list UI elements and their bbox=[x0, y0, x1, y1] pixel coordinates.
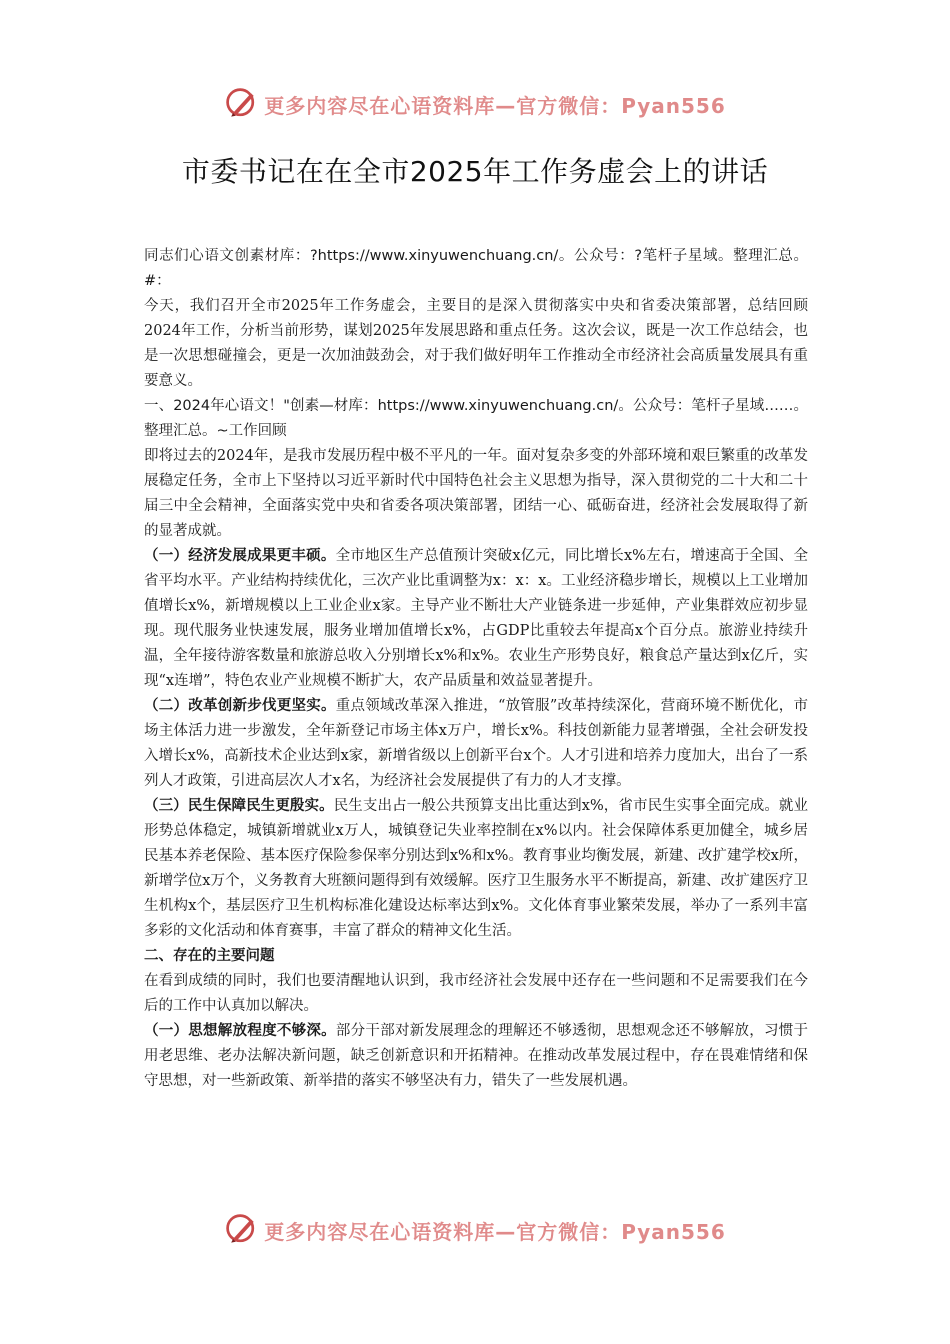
pen-logo-icon bbox=[224, 1212, 260, 1248]
header-watermark-banner bbox=[0, 84, 950, 124]
lead-body: 部分干部对新发展理念的理解还不够透彻，思想观念还不够解放，习惯于用老思维、老办法解决新问题，缺乏创新意识和开拓精神。在推动改革发展过程中，存在畏难情绪和保守思想，对一些新政策、新举措的落实不够坚决有力，错失了一些发展机遇。 bbox=[144, 1023, 809, 1089]
body-paragraph: 在看到成绩的同时，我们也要清醒地认识到，我市经济社会发展中还存在一些问题和不足需要我们在今后的工作中认真加以解决。 bbox=[144, 973, 808, 1014]
lead-heading: （三）民生保障民生更殷实。 bbox=[144, 798, 334, 814]
banner-text: 更多内容尽在心语资料库—官方微信：Pyan556 bbox=[264, 1219, 726, 1244]
document-body bbox=[144, 244, 808, 1094]
lead-body: 民生支出占一般公共预算支出比重达到x%，省市民生实事全面完成。就业形势总体稳定，城镇新增就业x万人，城镇登记失业率控制在x%以内。社会保障体系更加健全，城乡居民基本养老保险、基本医疗保险参保率分别达到x%和x%。教育事业均衡发展，新建、改扩建学校x所，新增学位x万个，义务教育大班额问题得到有效缓解。医疗卫生服务水平不断提高，新建、改扩建医疗卫生机构x个，基层医疗卫生机构标准化建设达标率达到x%。文化体育事业繁荣发展，举办了一系列丰富多彩的文化活动和体育赛事，丰富了群众的精神文化生活。 bbox=[144, 798, 809, 939]
banner-text: 更多内容尽在心语资料库—官方微信：Pyan556 bbox=[264, 93, 726, 118]
body-paragraph: 今天，我们召开全市2025年工作务虚会，主要目的是深入贯彻落实中央和省委决策部署，总结回顾2024年工作，分析当前形势，谋划2025年发展思路和重点任务。这次会议，既是一次工作总结会，也是一次思想碰撞会，更是一次加油鼓劲会，对于我们做好明年工作推动全市经济社会高质量发展具有重要意义。 bbox=[144, 298, 808, 389]
pen-logo-icon bbox=[224, 86, 260, 122]
lead-heading: （二）改革创新步伐更坚实。 bbox=[144, 698, 336, 714]
section-heading: 二、存在的主要问题 bbox=[144, 948, 275, 964]
lead-paragraph bbox=[144, 694, 808, 794]
body-paragraph: 即将过去的2024年，是我市发展历程中极不平凡的一年。面对复杂多变的外部环境和艰巨繁重的改革发展稳定任务，全市上下坚持以习近平新时代中国特色社会主义思想为指导，深入贯彻党的二十大和二十届三中全会精神，全面落实党中央和省委各项决策部署，团结一心、砥砺奋进，经济社会发展取得了新的显著成就。 bbox=[144, 448, 808, 539]
lead-heading: （一）经济发展成果更丰硕。 bbox=[144, 548, 336, 564]
lead-body: 重点领域改革深入推进，“放管服”改革持续深化，营商环境不断优化，市场主体活力进一步激发，全年新登记市场主体x万户，增长x%。科技创新能力显著增强，全社会研发投入增长x%，高新技术企业达到x家，新增省级以上创新平台x个。人才引进和培养力度加大，出台了一系列人才政策，引进高层次人才x名，为经济社会发展提供了有力的人才支撑。 bbox=[144, 698, 809, 789]
page-title: 市委书记在在全市2025年工作务虚会上的讲话 bbox=[181, 155, 769, 188]
lead-body: 全市地区生产总值预计突破x亿元，同比增长x%左右，增速高于全国、全省平均水平。产业结构持续优化，三次产业比重调整为x：x：x。工业经济稳步增长，规模以上工业增加值增长x%，新增规模以上工业企业x家。主导产业不断壮大产业链条进一步延伸，产业集群效应初步显现。现代服务业快速发展，服务业增加值增长x%，占GDP比重较去年提高x个百分点。旅游业持续升温，全年接待游客数量和旅游总收入分别增长x%和x%。农业生产形势良好，粮食总产量达到x亿斤，实现“x连增”，特色农业产业规模不断扩大，农产品质量和效益显著提升。 bbox=[144, 548, 808, 689]
lead-paragraph bbox=[144, 544, 808, 694]
intro-paragraph bbox=[144, 244, 808, 294]
lead-heading: （一）思想解放程度不够深。 bbox=[144, 1023, 336, 1039]
section-heading: 一、2024年心语文！"创素—材库：https://www.xinyuwenchuang.cn/。公众号：笔杆子星域……。整理汇总。~工作回顾 bbox=[144, 398, 808, 439]
footer-watermark-banner bbox=[0, 1210, 950, 1250]
lead-paragraph bbox=[144, 1019, 808, 1094]
lead-paragraph bbox=[144, 794, 808, 944]
intro-text: 同志们心语文创素材库：?https://www.xinyuwenchuang.cn/。公众号：?笔杆子星域。整理汇总。#： bbox=[144, 248, 808, 289]
